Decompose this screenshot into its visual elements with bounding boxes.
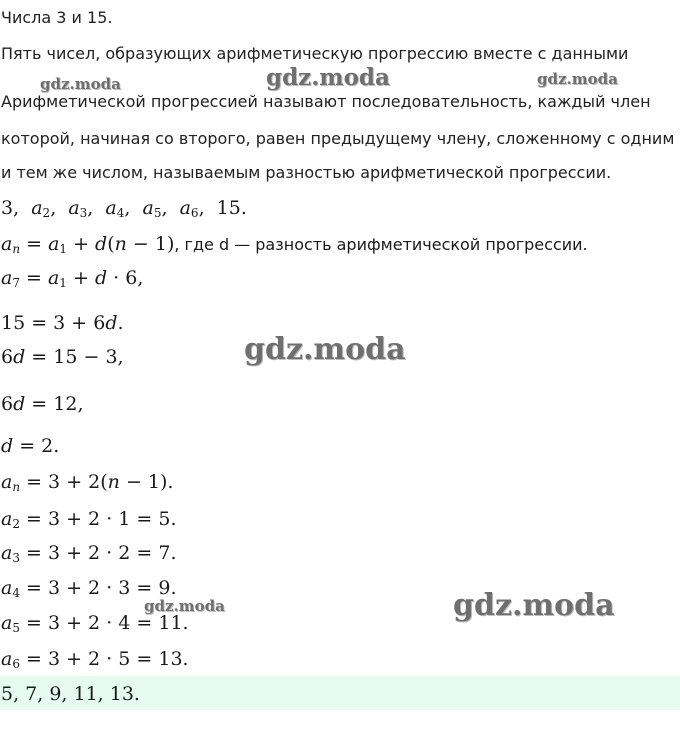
watermark: gdz.moda — [453, 588, 615, 623]
watermark: gdz.moda — [266, 64, 390, 91]
equation-a5: $a_5 = 3 + 2 \cdot 4 = 11$. — [1, 612, 189, 635]
watermark: gdz.moda — [537, 70, 618, 88]
equation-6d-diff: 6d = 15 − 3, — [1, 346, 124, 368]
equation-an: $a_n = 3 + 2(n - 1)$. — [1, 471, 174, 494]
equation-a4: $a_4 = 3 + 2 \cdot 3 = 9$. — [1, 577, 177, 600]
equation-6d-12: 6d = 12, — [1, 393, 84, 415]
equation-a3: $a_3 = 3 + 2 \cdot 2 = 7$. — [1, 542, 177, 565]
formula-note: , где d — разность арифметической прогрессии. — [174, 235, 588, 254]
answer-line: 5, 7, 9, 11, 13. — [1, 683, 140, 705]
task-line: Пять чисел, образующих арифметическую прогрессию вместе с данными — [1, 44, 629, 63]
general-formula-line: $a_n = a_1 + d(n - 1)$, где d — разность арифметической прогрессии. — [1, 233, 588, 256]
equation-d: d = 2. — [1, 435, 60, 457]
definition-line-3: и тем же числом, называемым разностью арифметической прогрессии. — [1, 163, 612, 182]
definition-line-2: которой, начиная со второго, равен предыдущему члену, сложенному с одним — [1, 129, 675, 148]
watermark: gdz.moda — [40, 75, 121, 93]
equation-15: 15 = 3 + 6d. — [1, 312, 124, 334]
sequence-line: 3, $a_2$, $a_3$, $a_4$, $a_5$, $a_6$, 15. — [1, 197, 247, 220]
watermark: gdz.moda — [144, 597, 225, 615]
definition-line-1: Арифметической прогрессией называют последовательность, каждый член — [1, 92, 651, 111]
equation-a7: $a_7 = a_1 + d \cdot 6$, — [1, 267, 144, 290]
given-numbers-line: Числа 3 и 15. — [1, 8, 113, 27]
watermark: gdz.moda — [244, 332, 406, 367]
equation-a6: $a_6 = 3 + 2 \cdot 5 = 13$. — [1, 648, 189, 671]
equation-a2: $a_2 = 3 + 2 \cdot 1 = 5$. — [1, 508, 177, 531]
